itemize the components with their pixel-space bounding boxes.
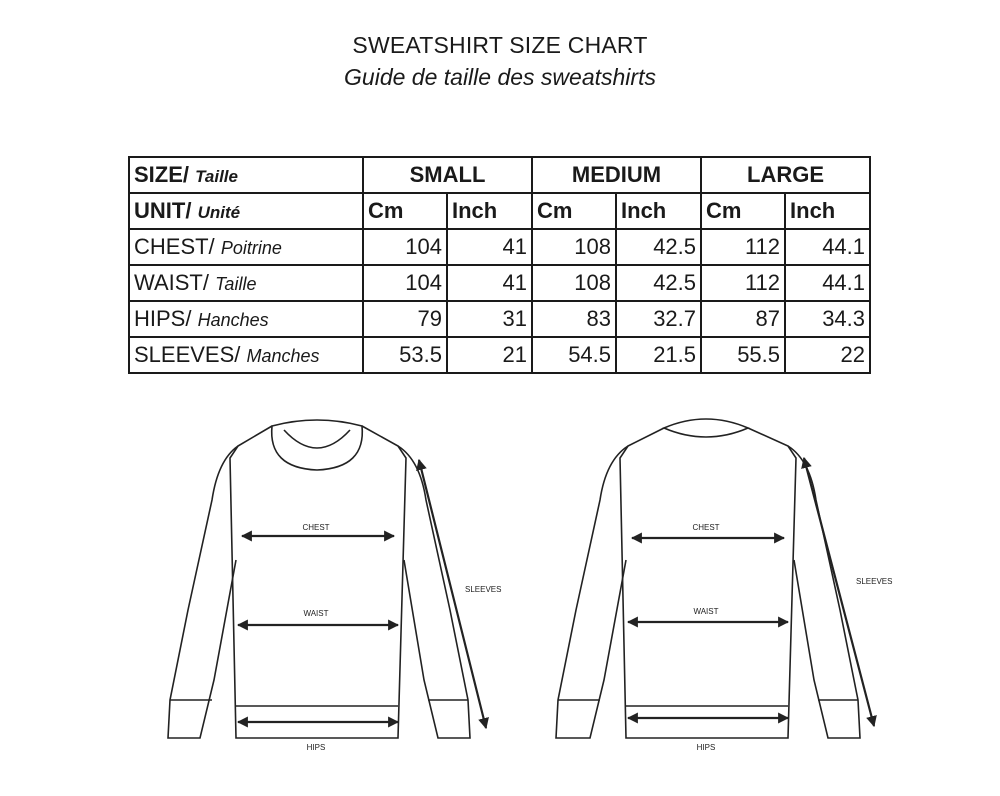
front-body xyxy=(230,426,406,738)
value-cell: 54.5 xyxy=(532,337,616,373)
front-collar xyxy=(272,420,363,470)
unit-header-row xyxy=(129,193,870,229)
value-cell: 108 xyxy=(532,265,616,301)
back-right-sleeve xyxy=(788,446,860,738)
row-label xyxy=(129,337,363,373)
value-cell: 34.3 xyxy=(785,301,870,337)
sweatshirt-back-drawing xyxy=(556,419,860,738)
front-sleeves-label: SLEEVES xyxy=(465,585,502,594)
front-right-sleeve xyxy=(398,446,470,738)
value-cell: 104 xyxy=(363,265,447,301)
value-cell: 83 xyxy=(532,301,616,337)
value-cell: 21 xyxy=(447,337,532,373)
value-cell: 87 xyxy=(701,301,785,337)
value-cell: 44.1 xyxy=(785,265,870,301)
unit-cell: Inch xyxy=(616,193,701,229)
garment-diagrams xyxy=(0,400,1000,796)
back-body xyxy=(620,428,796,738)
waist-row xyxy=(129,265,870,301)
value-cell: 55.5 xyxy=(701,337,785,373)
unit-cell: Cm xyxy=(532,193,616,229)
value-cell: 44.1 xyxy=(785,229,870,265)
unit-label-en: UNIT/ xyxy=(134,198,192,223)
row-label xyxy=(129,229,363,265)
unit-label-cell xyxy=(129,193,363,229)
unit-cell: Cm xyxy=(363,193,447,229)
unit-cell: Cm xyxy=(701,193,785,229)
row-label-fr: Poitrine xyxy=(220,238,282,258)
back-measure-arrows xyxy=(628,458,874,726)
front-sleeves-arrow xyxy=(419,460,486,728)
value-cell: 53.5 xyxy=(363,337,447,373)
size-table xyxy=(128,156,871,374)
size-large-header: LARGE xyxy=(701,157,870,193)
back-hips-label: HIPS xyxy=(696,743,716,752)
value-cell: 104 xyxy=(363,229,447,265)
sleeves-row xyxy=(129,337,870,373)
value-cell: 42.5 xyxy=(616,229,701,265)
back-left-sleeve xyxy=(556,446,628,738)
row-label-en: HIPS/ xyxy=(134,306,192,331)
value-cell: 42.5 xyxy=(616,265,701,301)
value-cell: 41 xyxy=(447,229,532,265)
row-label-fr: Hanches xyxy=(197,310,269,330)
front-left-sleeve xyxy=(168,446,238,738)
back-collar xyxy=(664,419,748,437)
size-medium-header: MEDIUM xyxy=(532,157,701,193)
value-cell: 112 xyxy=(701,229,785,265)
unit-cell: Inch xyxy=(785,193,870,229)
value-cell: 31 xyxy=(447,301,532,337)
size-label-fr: Taille xyxy=(195,167,238,186)
back-sleeves-label: SLEEVES xyxy=(856,577,893,586)
front-hips-label: HIPS xyxy=(306,743,326,752)
chart-title: SWEATSHIRT SIZE CHART xyxy=(352,32,648,58)
front-waist-label: WAIST xyxy=(303,609,329,618)
row-label-en: CHEST/ xyxy=(134,234,215,259)
hips-row xyxy=(129,301,870,337)
row-label xyxy=(129,301,363,337)
chest-row xyxy=(129,229,870,265)
value-cell: 112 xyxy=(701,265,785,301)
chart-heading xyxy=(0,30,1000,94)
row-label xyxy=(129,265,363,301)
value-cell: 22 xyxy=(785,337,870,373)
size-header-row xyxy=(129,157,870,193)
front-measure-arrows xyxy=(238,460,486,728)
back-waist-label: WAIST xyxy=(693,607,719,616)
back-chest-label: CHEST xyxy=(692,523,720,532)
row-label-fr: Manches xyxy=(246,346,320,366)
unit-cell: Inch xyxy=(447,193,532,229)
value-cell: 79 xyxy=(363,301,447,337)
row-label-en: SLEEVES/ xyxy=(134,342,241,367)
size-small-header: SMALL xyxy=(363,157,532,193)
row-label-en: WAIST/ xyxy=(134,270,209,295)
front-chest-label: CHEST xyxy=(302,523,330,532)
size-label-cell xyxy=(129,157,363,193)
value-cell: 21.5 xyxy=(616,337,701,373)
sweatshirt-front-drawing xyxy=(168,420,470,738)
value-cell: 41 xyxy=(447,265,532,301)
unit-label-fr: Unité xyxy=(197,203,241,222)
row-label-fr: Taille xyxy=(215,274,257,294)
chart-subtitle: Guide de taille des sweatshirts xyxy=(344,64,656,90)
value-cell: 108 xyxy=(532,229,616,265)
back-sleeves-arrow xyxy=(804,458,874,726)
size-label-en: SIZE/ xyxy=(134,162,190,187)
value-cell: 32.7 xyxy=(616,301,701,337)
